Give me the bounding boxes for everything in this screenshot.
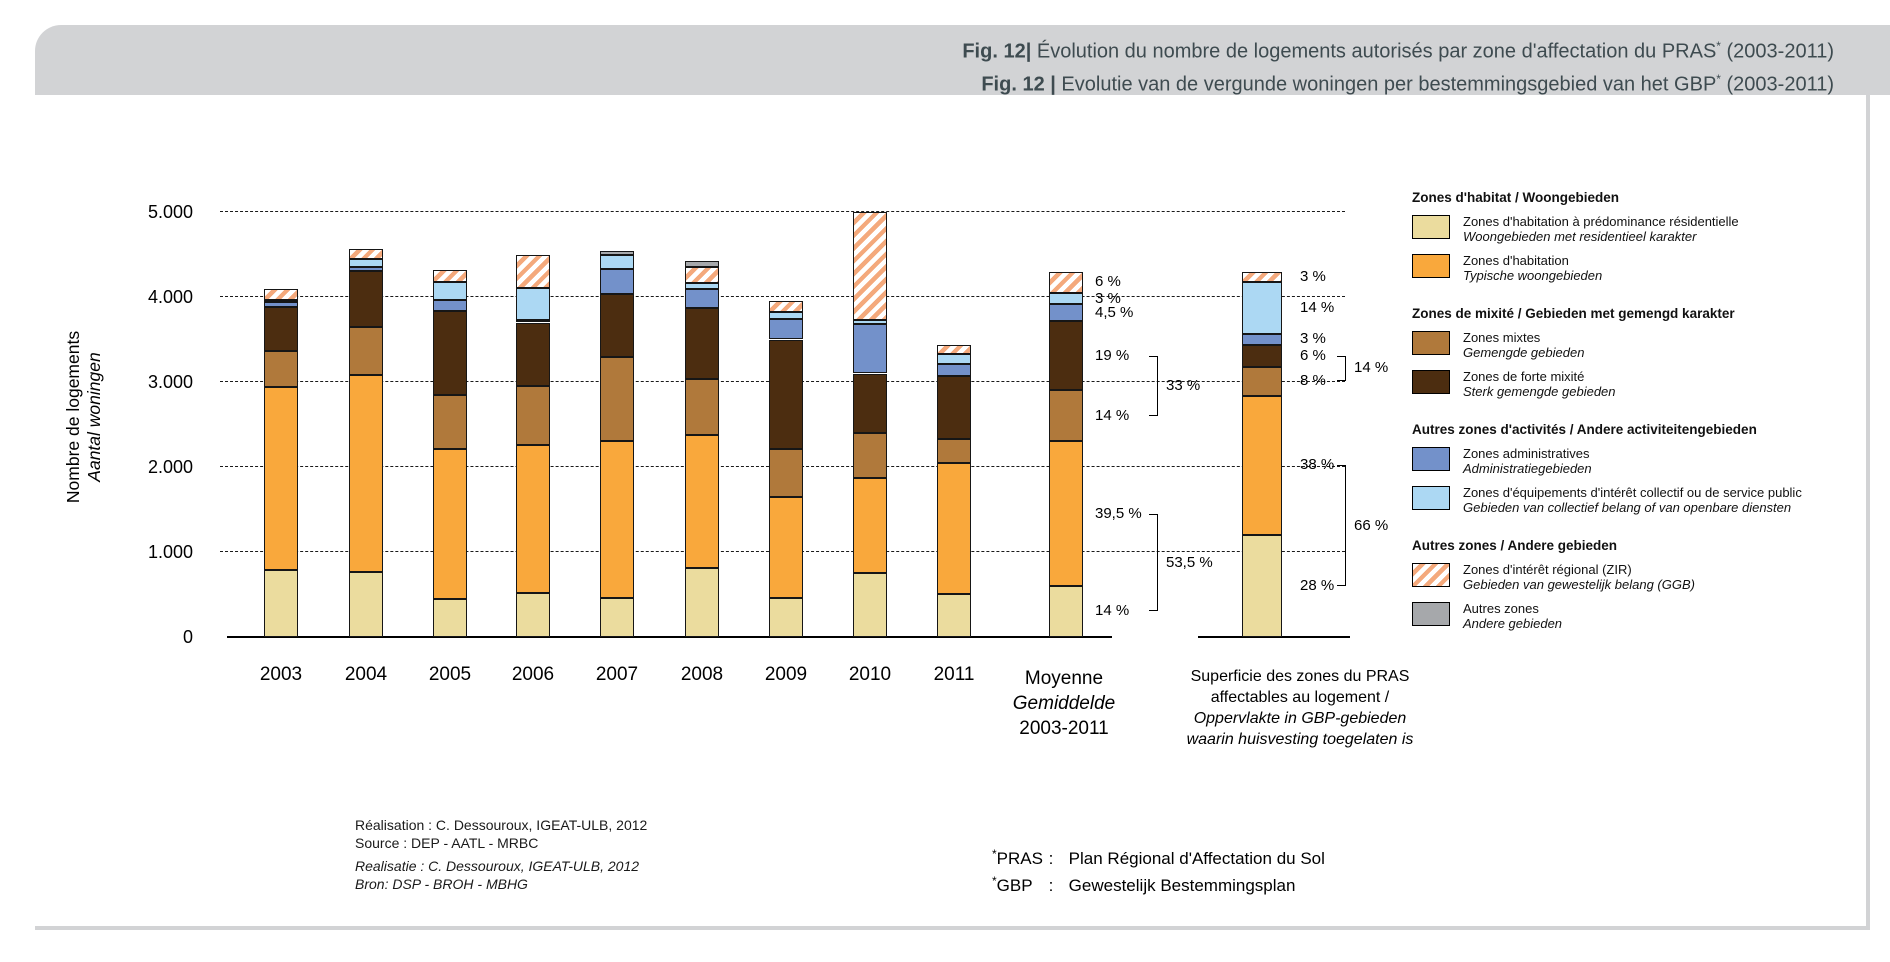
x-axis-label-2005: 2005 [428,664,472,685]
legend-label-fr: Autres zones [1463,601,1539,616]
legend [1412,190,1864,654]
legend-item-label [1463,446,1592,476]
figure-title-fr: Fig. 12| Évolution du nombre de logements autorisés par zone d'affectation du PRAS* (2003-2011) [962,39,1834,63]
moyenne-percent-label: 6 % [1095,273,1121,291]
legend-item-label [1463,601,1562,631]
bar-segment-administratives [264,302,298,307]
bar-segment-habitation [937,463,971,594]
bar-segment-residential [349,572,383,637]
bar-segment-habitation [349,375,383,571]
legend-item-forte-mixite [1412,369,1864,399]
y-tick-label-1000: 1.000 [147,542,193,562]
bar-segment-mixte [349,327,383,375]
gridline-4000 [220,296,1345,297]
bar-segment-mixte [769,449,803,497]
x-axis-label-2004: 2004 [344,664,388,685]
y-axis-title-nl: Aantal woningen [84,352,104,482]
moyenne-percent-label: 19 % [1095,346,1130,364]
superficie-caption-nl2: waarin huisvesting toegelaten is [1186,731,1414,748]
superficie-segment-zir [1242,272,1282,283]
superficie-percent-label: 28 % [1300,576,1335,594]
x-axis-label-2003: 2003 [259,664,303,685]
legend-swatch-mixte [1412,331,1450,355]
footnotes [992,846,1325,900]
superficie-segment-habitation [1242,396,1282,535]
moyenne-line-fr: Moyenne [1024,668,1104,689]
credits-realisation-fr: Réalisation : C. Dessouroux, IGEAT-ULB, 2012 [355,817,648,833]
credits-realisation-nl: Realisatie : C. Dessouroux, IGEAT-ULB, 2012 [355,858,640,874]
y-tick-label-3000: 3.000 [147,372,193,392]
bar-segment-mixte [600,357,634,440]
superficie-segment-equipements [1242,282,1282,333]
bar-segment-zir [264,289,298,300]
bar-segment-forte-mixite [685,308,719,380]
legend-swatch-forte-mixite [1412,370,1450,394]
legend-group [1412,422,1864,515]
bar-segment-residential [853,573,887,637]
x-axis-label-2010: 2010 [848,664,892,685]
bar-segment-zir [1049,272,1083,294]
legend-swatch-habitation [1412,254,1450,278]
legend-label-fr: Zones d'intérêt régional (ZIR) [1463,562,1632,577]
title-banner [35,25,1890,95]
legend-item-label [1463,369,1616,399]
legend-label-fr: Zones administratives [1463,446,1590,461]
bar-segment-administratives [1049,304,1083,320]
bar-segment-equipements [349,259,383,268]
bar-segment-mixte [264,351,298,387]
legend-swatch-equipements [1412,486,1450,510]
legend-swatch-zir [1412,563,1450,587]
bar-segment-equipements [600,255,634,269]
bar-segment-zir [349,249,383,259]
bar-segment-equipements [264,300,298,303]
bar-segment-administratives [769,319,803,339]
bracket-66% [1337,465,1346,586]
legend-label-nl: Gebieden van collectief belang of van openbare diensten [1463,500,1792,515]
bar-segment-administratives [937,364,971,376]
bar-segment-administratives [349,267,383,270]
x-axis-label-2008: 2008 [680,664,724,685]
y-tick-label-2000: 2.000 [147,457,193,477]
bar-segment-forte-mixite [600,294,634,357]
bar-segment-administratives [853,324,887,373]
footnote-gbp: *GBP : Gewestelijk Bestemmingsplan [992,874,1296,895]
bar-segment-zir [516,255,550,288]
credits-source-fr: Source : DEP - AATL - MRBC [355,835,539,851]
bar-segment-residential [433,599,467,637]
moyenne-percent-label: 14 % [1095,406,1130,424]
moyenne-percent-label: 4,5 % [1095,303,1134,321]
legend-label-fr: Zones d'habitation à prédominance résidentielle [1463,214,1739,229]
x-axis-label-2007: 2007 [595,664,639,685]
superficie-percent-label: 38 % [1300,456,1335,474]
superficie-percent-label: 14 % [1300,299,1335,317]
gridline-5000 [220,211,1345,212]
bracket-label: 66 % [1354,516,1389,534]
bar-segment-residential [937,594,971,637]
superficie-percent-label: 8 % [1300,372,1326,390]
moyenne-line-nl: Gemiddelde [1012,693,1116,714]
bar-segment-habitation [600,441,634,598]
bar-segment-autres [600,251,634,255]
right-border-line [1866,95,1870,930]
bar-segment-zir [685,267,719,283]
legend-label-fr: Zones mixtes [1463,330,1541,345]
bar-segment-administratives [516,320,550,323]
bar-segment-forte-mixite [937,376,971,439]
bracket-label: 53,5 % [1166,553,1213,571]
bar-segment-habitation [685,435,719,568]
legend-item-label [1463,253,1602,283]
bar-segment-habitation [853,478,887,573]
legend-label-nl: Gemengde gebieden [1463,345,1585,360]
bar-segment-mixte [937,439,971,462]
legend-label-nl: Sterk gemengde gebieden [1463,384,1616,399]
x-axis-label-moyenne [964,666,1164,741]
bar-segment-mixte [853,433,887,478]
legend-item-equipements [1412,485,1864,515]
superficie-percent-label: 6 % [1300,346,1326,364]
x-axis-label-2009: 2009 [764,664,808,685]
legend-group [1412,190,1864,283]
bar-segment-equipements [937,354,971,364]
bar-segment-habitation [1049,441,1083,585]
bar-segment-forte-mixite [433,311,467,395]
figure-title-nl: Fig. 12 | Evolutie van de vergunde woningen per bestemmingsgebied van het GBP* (2003-2011) [981,71,1834,96]
bar-segment-zir [853,212,887,320]
bar-segment-habitation [516,445,550,593]
superficie-segment-residential [1242,535,1282,637]
bar-segment-equipements [516,288,550,320]
bar-segment-forte-mixite [264,307,298,351]
legend-group [1412,306,1864,399]
bar-segment-residential [516,593,550,637]
bar-segment-mixte [433,395,467,449]
superficie-percent-label: 3 % [1300,330,1326,348]
bar-segment-administratives [685,289,719,307]
bar-segment-equipements [853,320,887,324]
superficie-segment-mixte [1242,367,1282,396]
moyenne-line-years: 2003-2011 [1019,718,1109,739]
bar-segment-equipements [433,282,467,300]
x-axis-label-2011: 2011 [933,664,975,685]
superficie-caption-fr1: Superficie des zones du PRAS [1190,668,1410,685]
bar-segment-equipements [1049,293,1083,304]
legend-item-residential [1412,214,1864,244]
legend-swatch-administratives [1412,447,1450,471]
superficie-percent-label: 3 % [1300,267,1326,285]
bar-segment-zir [937,345,971,354]
legend-group-header: Autres zones / Andere gebieden [1412,538,1618,553]
bar-segment-autres [685,261,719,267]
bar-segment-forte-mixite [853,374,887,433]
legend-item-habitation [1412,253,1864,283]
bar-segment-residential [1049,586,1083,637]
legend-group-header: Zones d'habitat / Woongebieden [1412,190,1619,205]
x-axis-label-2006: 2006 [511,664,555,685]
bar-segment-residential [685,568,719,637]
footnote-pras: *PRAS : Plan Régional d'Affectation du Sol [992,847,1325,868]
legend-label-fr: Zones d'habitation [1463,253,1569,268]
y-tick-label-0: 0 [182,627,193,647]
bar-segment-mixte [1049,390,1083,441]
bracket-label: 33 % [1166,376,1201,394]
bar-segment-habitation [433,449,467,599]
superficie-segment-forte-mixite [1242,345,1282,367]
y-axis-title-fr: Nombre de logements [63,330,83,504]
bar-segment-forte-mixite [516,323,550,387]
bracket-label: 14 % [1354,359,1389,377]
bar-segment-zir [769,301,803,312]
legend-item-label [1463,485,1802,515]
bottom-border-line [35,926,1868,930]
bracket-33% [1149,356,1158,416]
legend-label-fr: Zones de forte mixité [1463,369,1585,384]
bar-segment-forte-mixite [1049,321,1083,390]
moyenne-percent-label: 39,5 % [1095,504,1142,522]
bracket-53,5% [1149,514,1158,612]
bar-segment-mixte [516,386,550,445]
legend-item-mixte [1412,330,1864,360]
legend-label-nl: Andere gebieden [1463,616,1563,631]
legend-label-nl: Administratiegebieden [1463,461,1592,476]
bar-segment-forte-mixite [349,271,383,327]
legend-group [1412,538,1864,631]
legend-swatch-residential [1412,215,1450,239]
bar-segment-residential [600,598,634,637]
superficie-caption-nl1: Oppervlakte in GBP-gebieden [1193,710,1407,727]
bar-segment-zir [433,270,467,282]
bar-segment-forte-mixite [769,340,803,450]
moyenne-percent-label: 14 % [1095,602,1130,620]
bar-segment-administratives [600,269,634,295]
y-tick-label-5000: 5.000 [147,202,193,222]
legend-swatch-autres [1412,602,1450,626]
legend-label-nl: Woongebieden met residentieel karakter [1463,229,1697,244]
legend-item-label [1463,330,1584,360]
legend-group-header: Autres zones d'activités / Andere activiteitengebieden [1412,422,1757,437]
legend-item-autres [1412,601,1864,631]
bracket-14% [1337,356,1346,382]
superficie-caption-fr2: affectables au logement / [1210,689,1390,706]
bar-segment-residential [264,570,298,637]
bar-segment-habitation [264,387,298,570]
bar-segment-mixte [685,379,719,435]
legend-group-header: Zones de mixité / Gebieden met gemengd karakter [1412,306,1735,321]
credits [355,816,647,893]
y-tick-label-4000: 4.000 [147,287,193,307]
superficie-caption [1140,666,1460,750]
credits-source-nl: Bron: DSP - BROH - MBHG [355,876,528,892]
legend-label-fr: Zones d'équipements d'intérêt collectif ou de service public [1463,485,1802,500]
bar-segment-administratives [433,300,467,311]
legend-label-nl: Gebieden van gewestelijk belang (GGB) [1463,577,1695,592]
legend-item-label [1463,214,1739,244]
bar-segment-equipements [769,312,803,319]
legend-item-zir [1412,562,1864,592]
legend-label-nl: Typische woongebieden [1463,268,1603,283]
superficie-segment-administratives [1242,334,1282,345]
moyenne-percent-label: 3 % [1095,289,1121,307]
legend-item-label [1463,562,1695,592]
bar-segment-residential [769,598,803,637]
figure-title [962,33,1834,98]
bar-segment-equipements [685,283,719,289]
bar-segment-habitation [769,497,803,598]
legend-item-administratives [1412,446,1864,476]
